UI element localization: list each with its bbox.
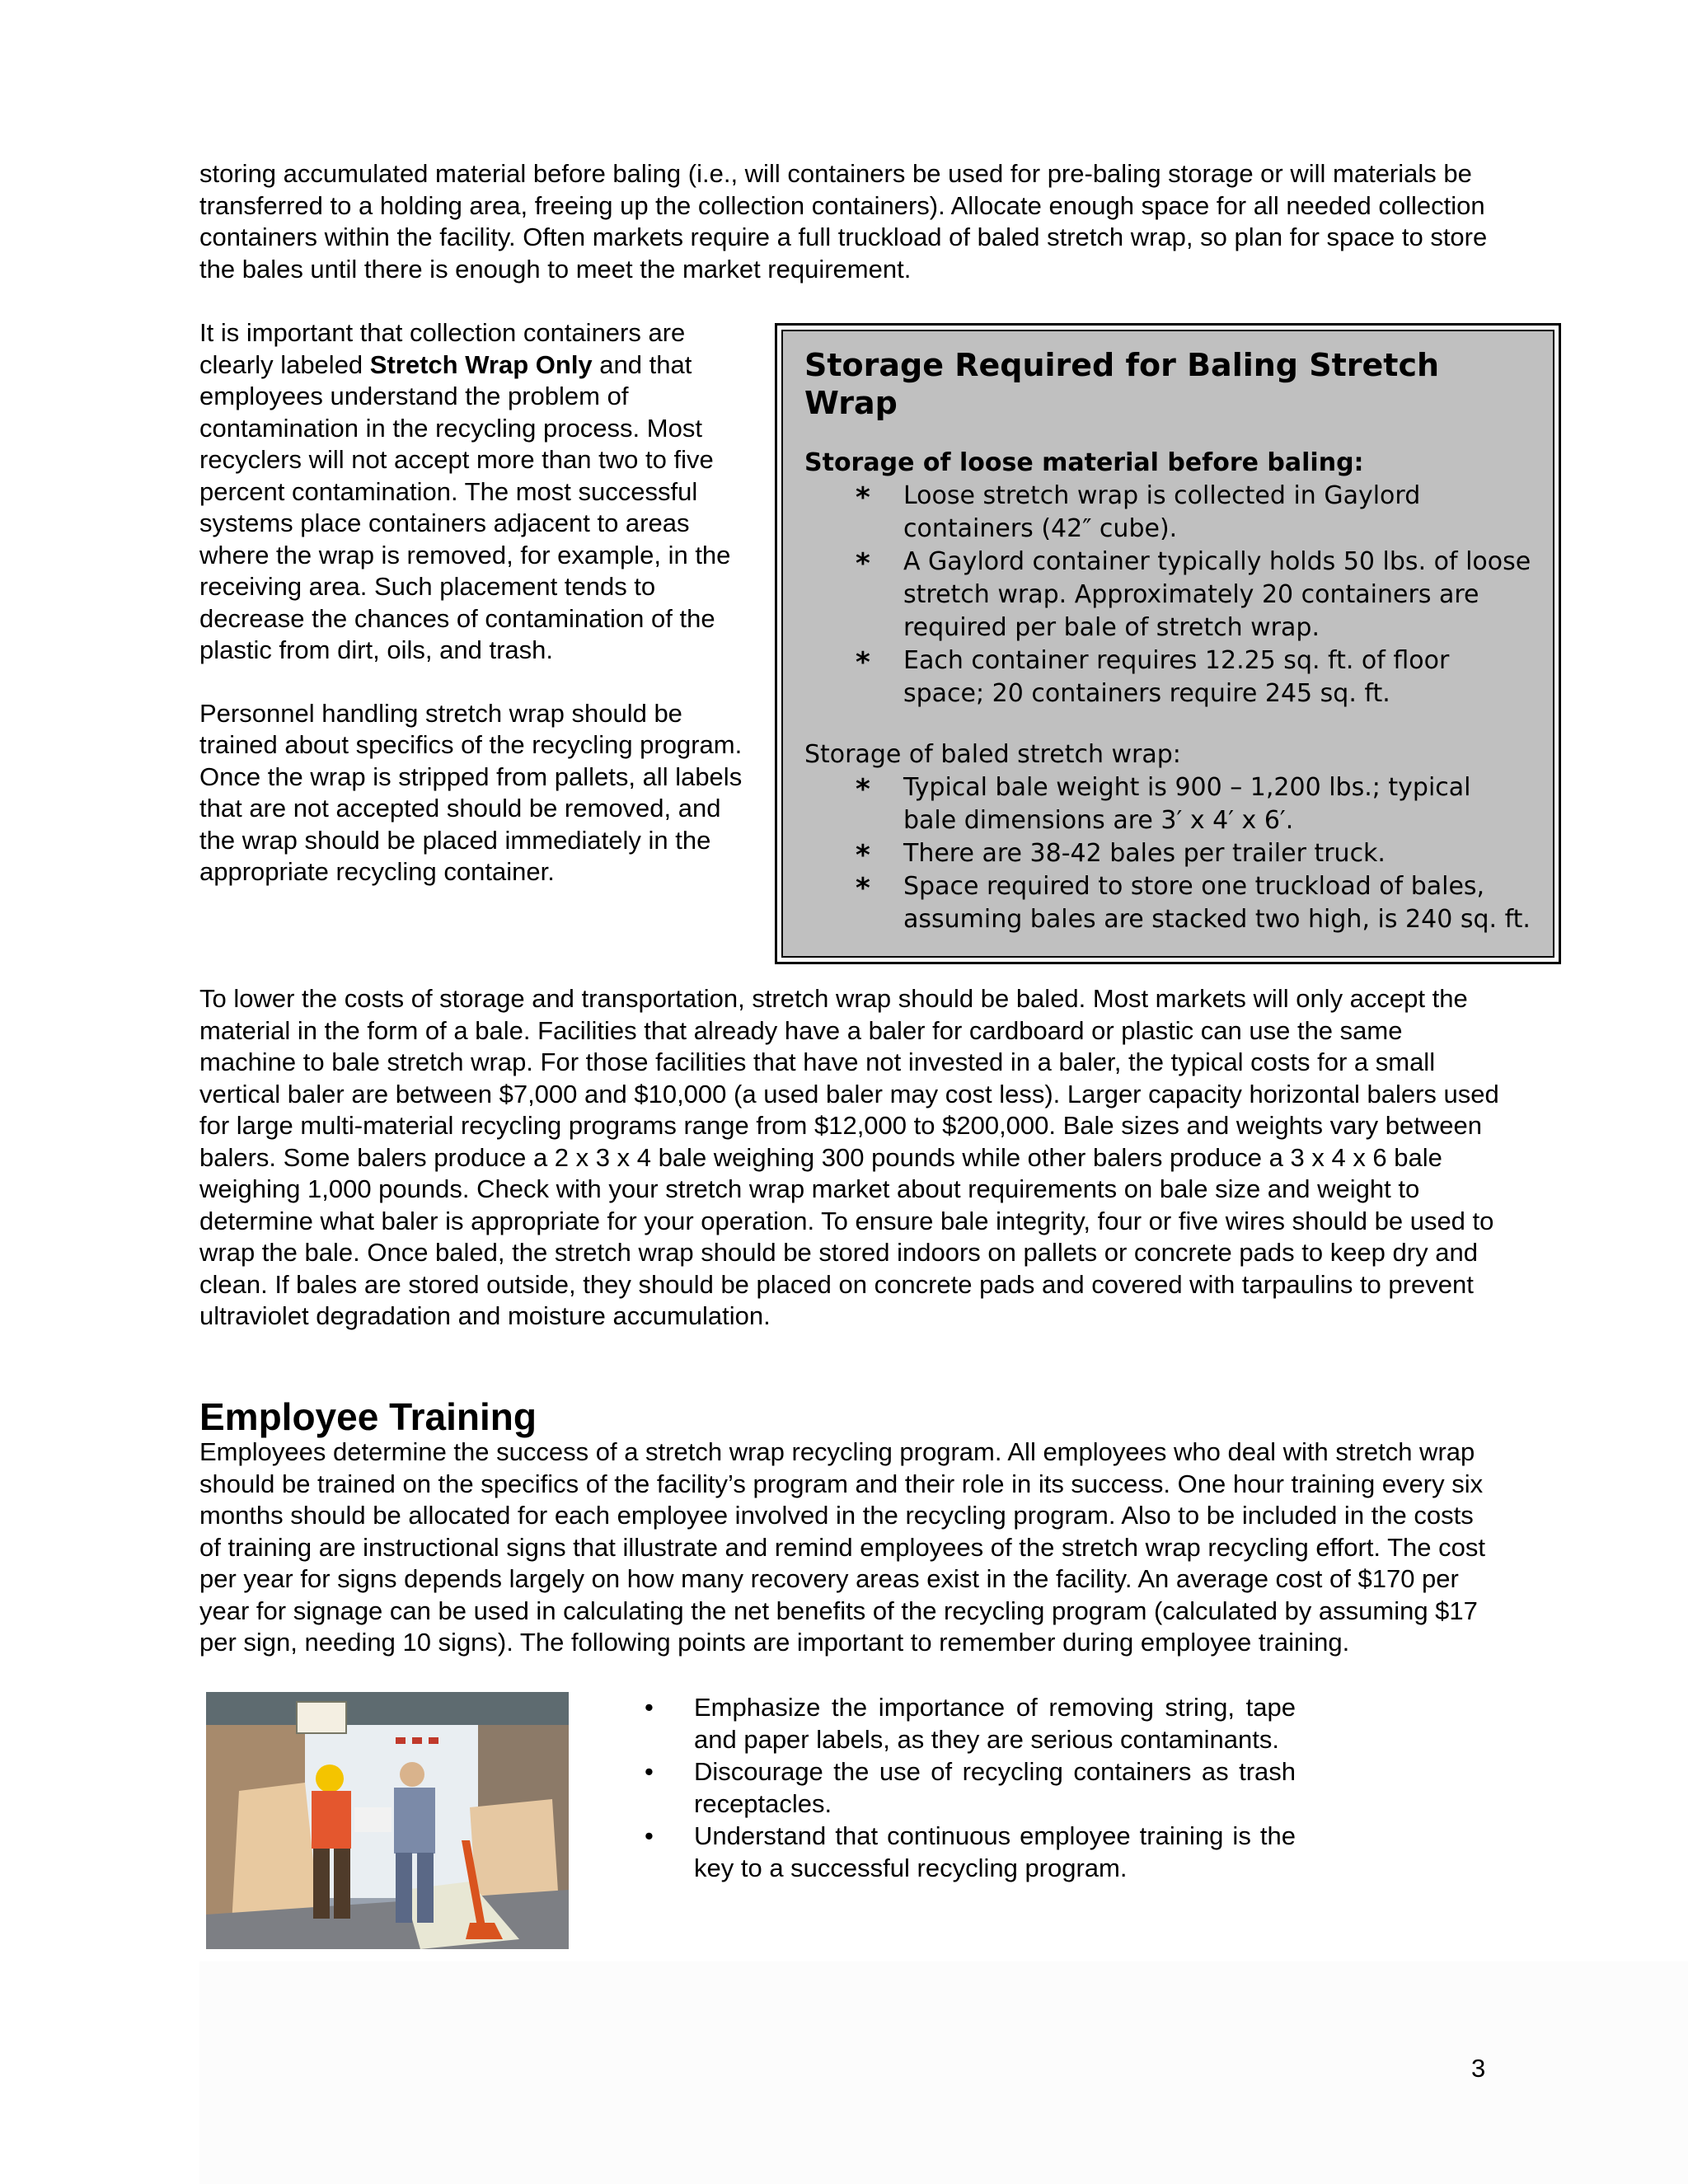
employee-training-heading: Employee Training xyxy=(199,1395,537,1438)
left-column xyxy=(199,317,750,920)
bullet-icon: • xyxy=(645,1821,654,1850)
list-item: * Space required to store one truckload of bales, assuming bales are stacked two high, is 240 sq. ft. xyxy=(856,872,1531,934)
star-bullet-icon: * xyxy=(856,872,870,905)
loose-storage-list xyxy=(804,480,1531,710)
stretch-wrap-only-label: Stretch Wrap Only xyxy=(369,349,593,379)
list-item: * Each container requires 12.25 sq. ft. of floor space; 20 containers require 245 sq. ft. xyxy=(856,646,1450,708)
bullet-icon: • xyxy=(645,1693,654,1722)
star-bullet-icon: * xyxy=(856,646,870,679)
list-item: * Typical bale weight is 900 – 1,200 lbs.; typical bale dimensions are 3′ x 4′ x 6′. xyxy=(856,773,1471,835)
baling-paragraph: To lower the costs of storage and transportation, stretch wrap should be baled. Most markets will only accept the material in the form of a bale. Facilities that already have a baler for cardboard or plastic can use the same machine to bale stretch wrap. For those facilities that have not invested in a baler, the typical costs for a small vertical baler are between $7,000 and $10,000 (a used baler may cost less). Larger capacity horizontal balers used for large multi-material recycling programs range from $12,000 to $200,000. Bale sizes and weights vary between balers. Some balers produce a 2 x 3 x 4 bale weighing 300 pounds while other balers produce a 3 x 4 x 6 bale weighing 1,000 pounds. Check with your stretch wrap market about requirements on bale size and weight to determine what baler is appropriate for your operation. To ensure bale integrity, four or five wires should be used to wrap the bale. Once baled, the stretch wrap should be stored indoors on pallets or concrete pads to keep dry and clean. If bales are stored outside, they should be placed on concrete pads and covered with tarpaulins to prevent ultraviolet degradation and moisture accumulation. xyxy=(199,984,1499,1330)
star-bullet-icon: * xyxy=(856,547,870,580)
list-item: * There are 38-42 bales per trailer truck. xyxy=(856,839,1386,872)
containers-paragraph: It is important that collection containers are clearly labeled Stretch Wrap Only and that employees understand the problem of contamination in the recycling process. Most recyclers will not accept more than two to five percent contamination. The most successful systems place containers adjacent to areas where the wrap is removed, for example, in the receiving area. Such placement tends to decrease the chances of contamination of the plastic from dirt, oils, and trash. xyxy=(199,318,731,664)
list-item: • Discourage the use of recycling containers as trash receptacles. xyxy=(645,1757,1296,1818)
list-item: • Emphasize the importance of removing string, tape and paper labels, as they are serious contaminants. xyxy=(645,1693,1296,1754)
star-bullet-icon: * xyxy=(856,481,870,514)
training-paragraph: Employees determine the success of a stretch wrap recycling program. All employees who deal with stretch wrap should be trained on the specifics of the facility’s program and their role in its success. One hour training every six months should be allocated for each employee involved in the recycling program. Also to be included in the costs of training are instructional signs that illustrate and remind employees of the stretch wrap recycling effort. The cost per year for signs depends largely on how many recovery areas exist in the facility. An average cost of $170 per year for signage can be used in calculating the net benefits of the recycling program (calculated by assuming $17 per sign, needing 10 signs). The following points are important to remember during employee training. xyxy=(199,1437,1485,1657)
intro-paragraph: storing accumulated material before baling (i.e., will containers be used for pre-baling storage or will materials be transferred to a holding area, freeing up the collection containers). Allocate enough space for all needed collection containers within the facility. Often markets require a full truckload of baled stretch wrap, so plan for space to store the bales until there is enough to meet the market requirement. xyxy=(199,159,1488,284)
storage-callout-box xyxy=(775,323,1561,964)
list-item: * Loose stretch wrap is collected in Gaylord containers (42″ cube). xyxy=(856,481,1421,543)
star-bullet-icon: * xyxy=(856,839,870,872)
page-number: 3 xyxy=(1471,2054,1486,2083)
training-points-list xyxy=(645,1692,1296,1885)
storage-callout-inner xyxy=(781,330,1554,958)
workers-illustration xyxy=(206,1692,569,1949)
loose-storage-heading: Storage of loose material before baling: xyxy=(804,448,1364,477)
callout-title: Storage Required for Baling Stretch Wrap xyxy=(804,347,1440,421)
list-item: • Understand that continuous employee training is the key to a successful recycling program. xyxy=(645,1821,1296,1882)
bullet-icon: • xyxy=(645,1757,654,1786)
baled-storage-heading: Storage of baled stretch wrap: xyxy=(804,740,1181,769)
list-item: * A Gaylord container typically holds 50 lbs. of loose stretch wrap. Approximately 20 containers are required per bale of stretch wrap. xyxy=(856,547,1531,642)
star-bullet-icon: * xyxy=(856,773,870,806)
page-shading xyxy=(199,1961,1688,2184)
baled-storage-list xyxy=(804,771,1531,936)
personnel-paragraph: Personnel handling stretch wrap should be trained about specifics of the recycling program. Once the wrap is stripped from pallets, all labels that are not accepted should be removed, and the wrap should be placed immediately in the appropriate recycling container. xyxy=(199,698,743,886)
